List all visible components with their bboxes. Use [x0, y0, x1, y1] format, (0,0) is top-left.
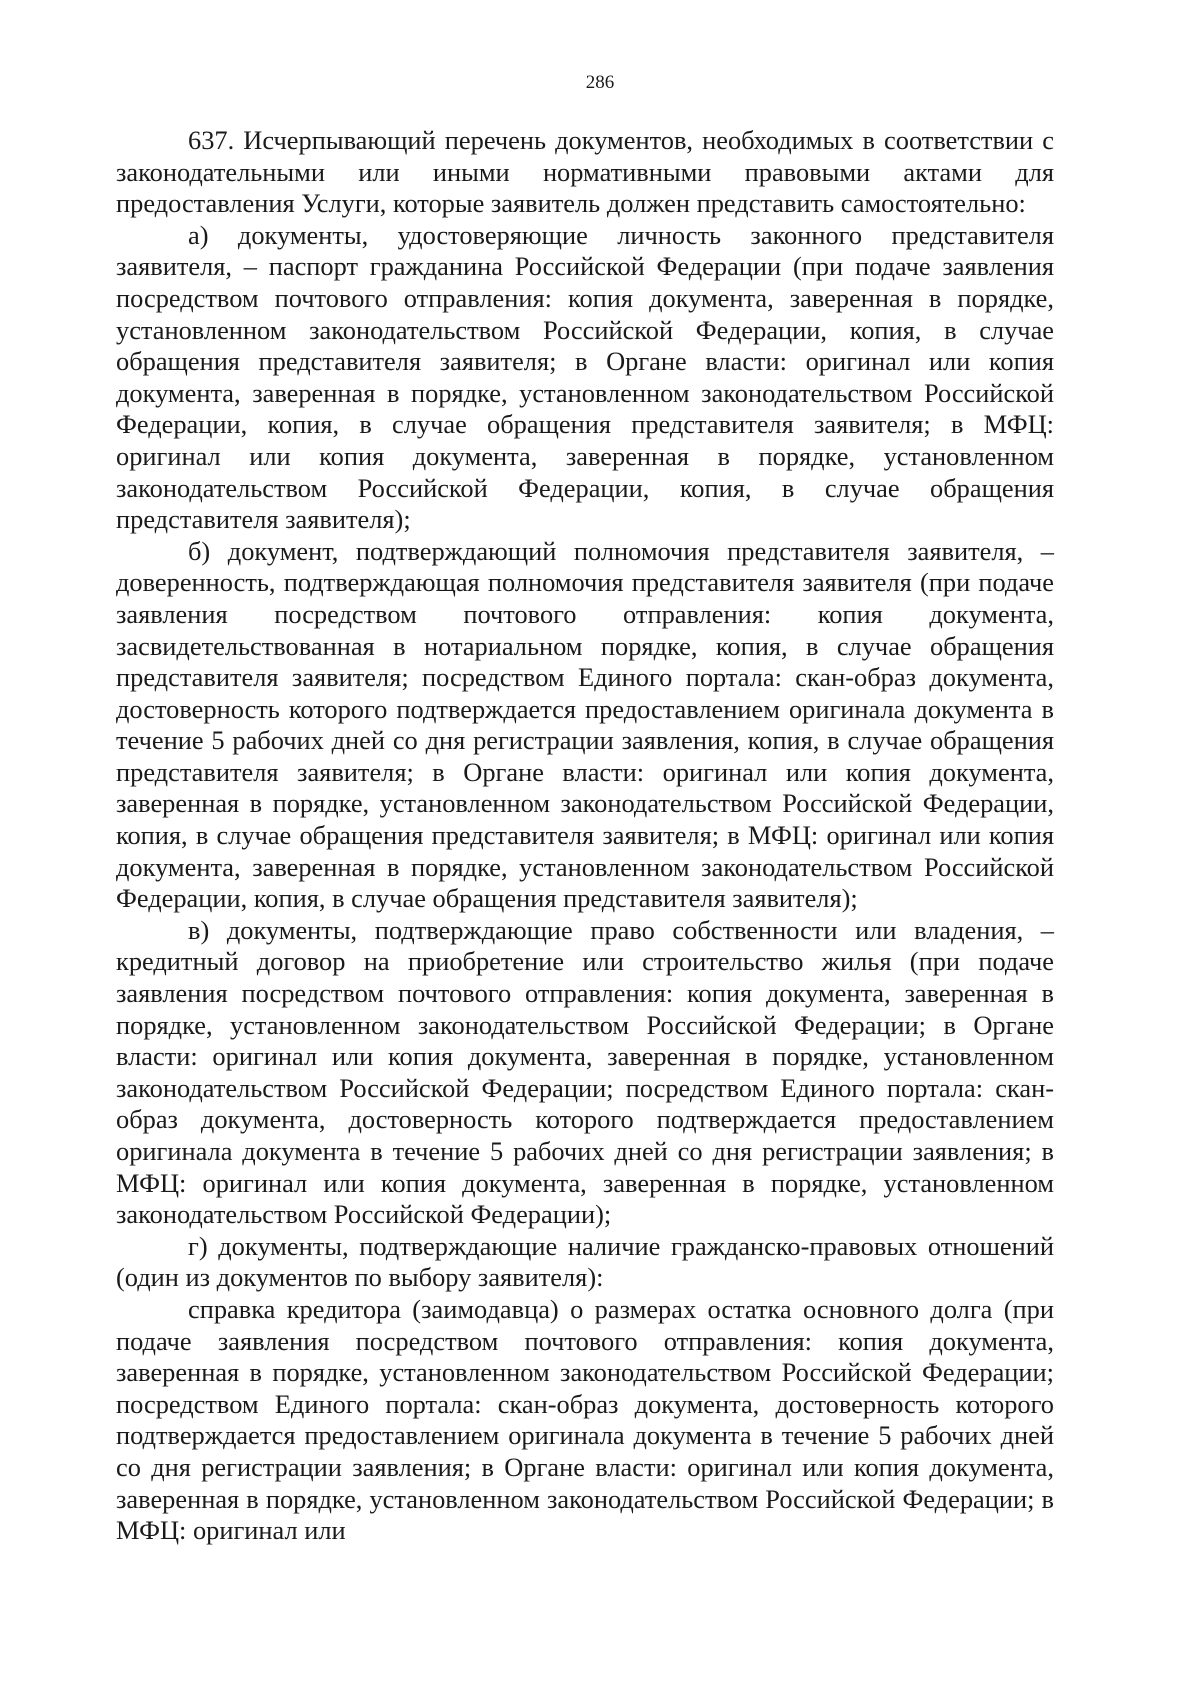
paragraph-item-b: б) документ, подтверждающий полномочия представителя заявителя, – доверенность, подтверждающая полномочия представителя заявителя (при подаче заявления посредством почтового отправления: копия документа, засвидетельствованная в нотариальном порядке, копия, в случае обращения представителя заявителя; посредством Единого портала: скан-образ документа, достоверность которого подтверждается предоставлением оригинала документа в течение 5 рабочих дней со дня регистрации заявления, копия, в случае обращения представителя заявителя; в Органе власти: оригинал или копия документа, заверенная в порядке, установленном законодательством Российской Федерации, копия, в случае обращения представителя заявителя; в МФЦ: оригинал или копия документа, заверенная в порядке, установленном законодательством Российской Федерации, копия, в случае обращения представителя заявителя);: [116, 535, 1054, 914]
paragraph-item-g: г) документы, подтверждающие наличие гражданско-правовых отношений (один из документов по выбору заявителя):: [116, 1230, 1054, 1293]
paragraph-item-v: в) документы, подтверждающие право собственности или владения, – кредитный договор на приобретение или строительство жилья (при подаче заявления посредством почтового отправления: копия документа, заверенная в порядке, установленном законодательством Российской Федерации; в Органе власти: оригинал или копия документа, заверенная в порядке, установленном законодательством Российской Федерации; посредством Единого портала: скан-образ документа, достоверность которого подтверждается предоставлением оригинала документа в течение 5 рабочих дней со дня регистрации заявления; в МФЦ: оригинал или копия документа, заверенная в порядке, установленном законодательством Российской Федерации);: [116, 914, 1054, 1230]
paragraph-creditor-certificate: справка кредитора (заимодавца) о размерах остатка основного долга (при подаче заявления посредством почтового отправления: копия документа, заверенная в порядке, установленном законодательством Российской Федерации; посредством Единого портала: скан-образ документа, достоверность которого подтверждается предоставлением оригинала документа в течение 5 рабочих дней со дня регистрации заявления; в Органе власти: оригинал или копия документа, заверенная в порядке, установленном законодательством Российской Федерации; в МФЦ: оригинал или: [116, 1293, 1054, 1546]
paragraph-637-intro: 637. Исчерпывающий перечень документов, необходимых в соответствии с законодательными или иными нормативными правовыми актами для предоставления Услуги, которые заявитель должен представить самостоятельно:: [116, 125, 1054, 219]
page-number: 286: [585, 72, 615, 93]
document-body: [116, 125, 1054, 1547]
paragraph-item-a: а) документы, удостоверяющие личность законного представителя заявителя, – паспорт гражданина Российской Федерации (при подаче заявления посредством почтового отправления: копия документа, заверенная в порядке, установленном законодательством Российской Федерации, копия, в случае обращения представителя заявителя; в Органе власти: оригинал или копия документа, заверенная в порядке, установленном законодательством Российской Федерации, копия, в случае обращения представителя заявителя; в МФЦ: оригинал или копия документа, заверенная в порядке, установленном законодательством Российской Федерации, копия, в случае обращения представителя заявителя);: [116, 219, 1054, 535]
